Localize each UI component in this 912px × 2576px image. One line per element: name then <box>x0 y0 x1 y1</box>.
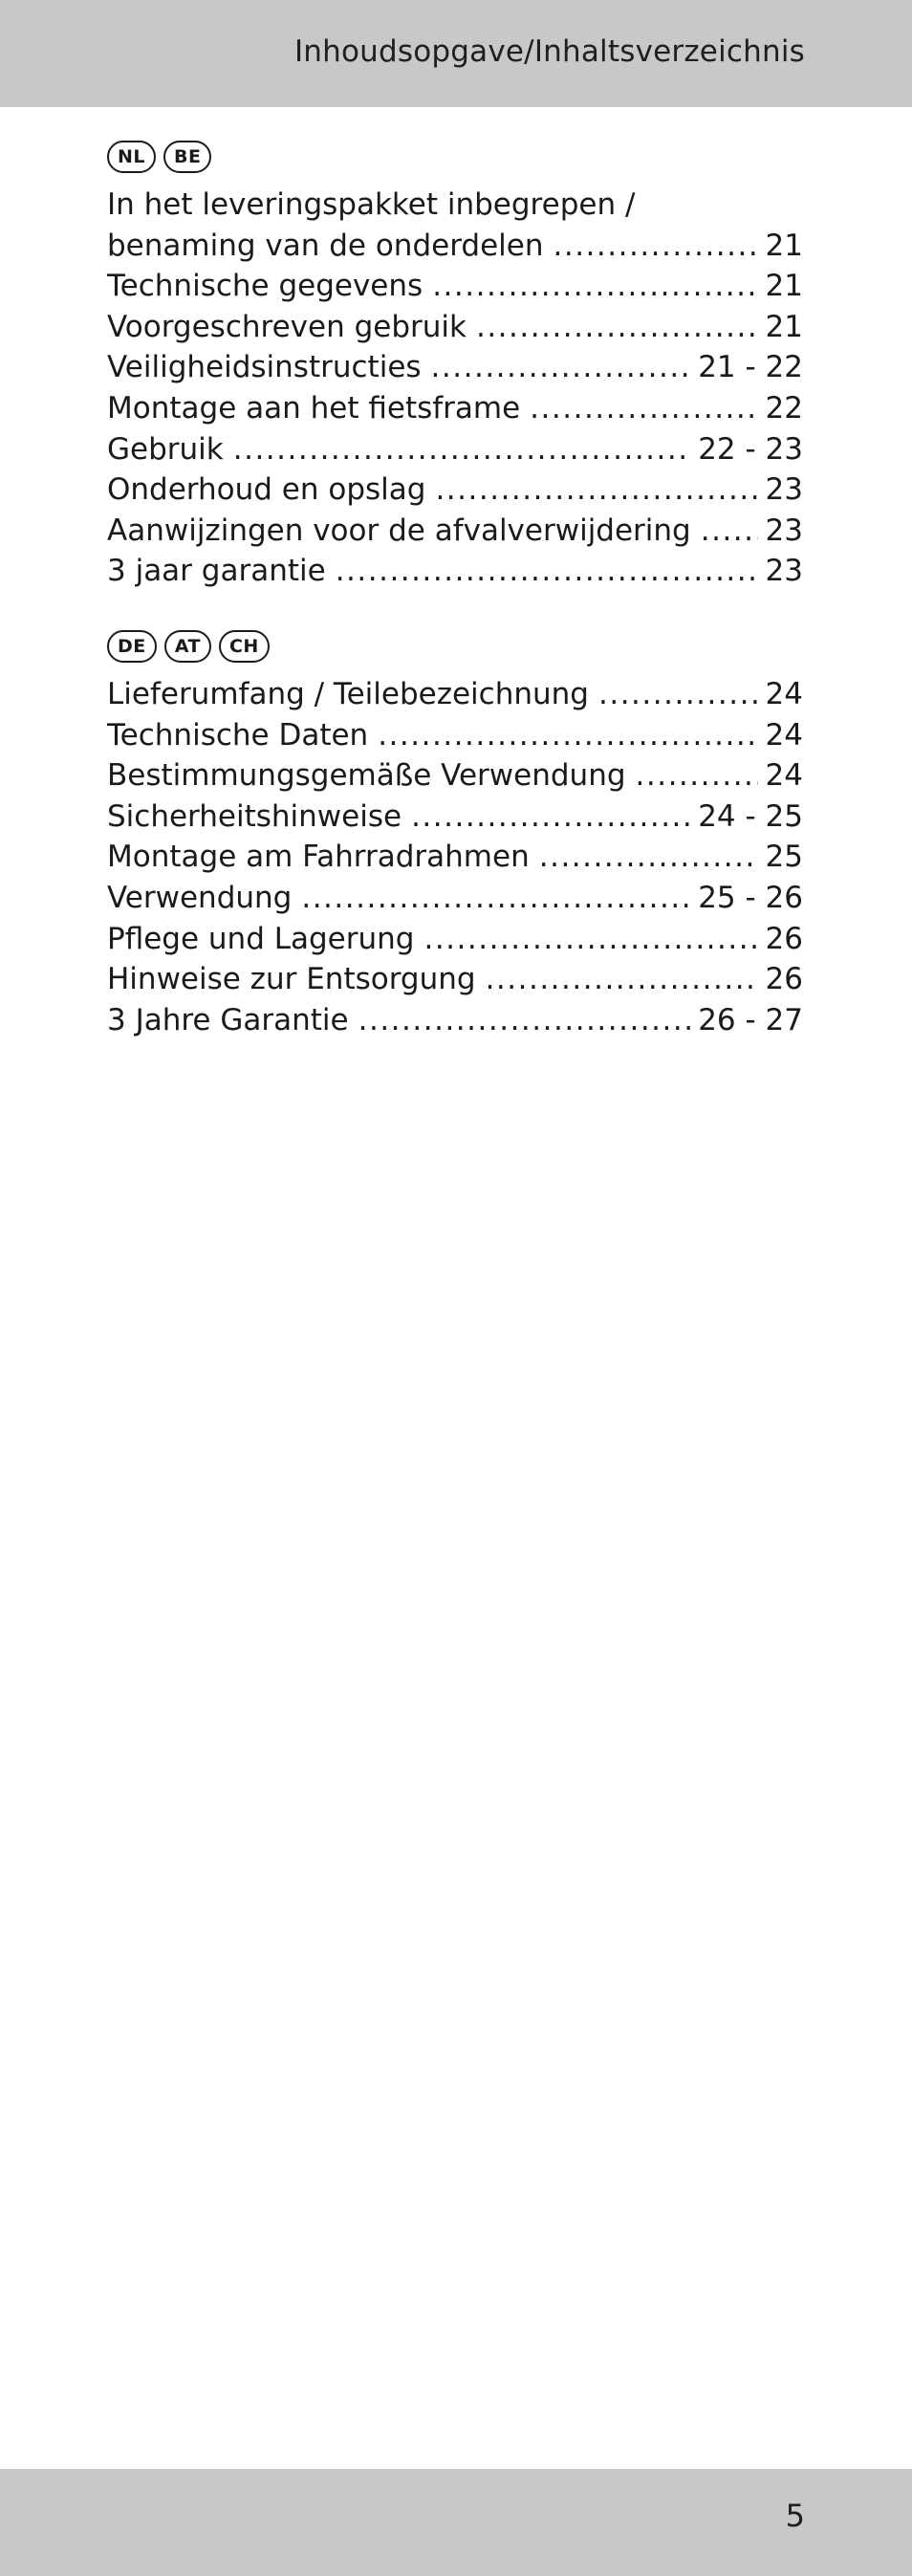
toc-leader-dots <box>233 429 690 470</box>
toc-entry-page: 23 <box>765 513 803 548</box>
page-footer <box>0 2469 912 2576</box>
country-badge-de: DE <box>107 630 157 663</box>
toc-entry[interactable] <box>107 1000 803 1041</box>
toc-entry[interactable] <box>107 837 803 878</box>
toc-leader-dots <box>431 347 691 388</box>
toc-entry-label: Gebruik <box>107 431 224 467</box>
toc-entry[interactable] <box>107 347 803 388</box>
toc-entry[interactable] <box>107 959 803 1000</box>
toc-entry-page: 26 <box>765 921 803 956</box>
toc-leader-dots <box>423 919 757 960</box>
toc-entry-label: Technische Daten <box>107 717 369 753</box>
toc-entry-label: Voorgeschreven gebruik <box>107 309 467 344</box>
toc-leader-dots <box>553 226 757 267</box>
country-badge-be: BE <box>163 141 211 173</box>
toc-entry-label: Bestimmungsgemäße Verwendung <box>107 758 626 794</box>
toc-leader-dots <box>476 307 758 348</box>
toc-entry-label: Montage am Fahrradrahmen <box>107 840 530 875</box>
toc-entry[interactable] <box>107 469 803 511</box>
country-badges-de <box>107 628 803 665</box>
toc-leader-dots <box>598 674 758 715</box>
toc-entry-label: Montage aan het fietsframe <box>107 390 521 426</box>
toc-leader-dots <box>301 878 690 919</box>
toc-entry[interactable] <box>107 919 803 960</box>
toc-leader-dots <box>530 388 757 429</box>
toc-entry[interactable] <box>107 551 803 592</box>
toc-leader-dots <box>539 837 758 878</box>
toc-entry-label: Veiligheidsinstructies <box>107 350 422 385</box>
toc-entry-label: Verwendung <box>107 880 293 915</box>
page-title: Inhoudsopgave/Inhaltsverzeichnis <box>293 34 805 69</box>
toc-entry-label: benaming van de onderdelen <box>107 228 544 263</box>
toc-entry[interactable] <box>107 797 803 838</box>
country-badge-ch: CH <box>219 630 270 663</box>
toc-section-de <box>107 628 803 1040</box>
toc-entry-page: 23 <box>765 472 803 508</box>
toc-entry-page: 24 <box>765 758 803 794</box>
toc-entry-page: 25 - 26 <box>698 880 803 915</box>
toc-leader-dots <box>435 469 757 511</box>
toc-entry-page: 22 <box>765 390 803 426</box>
toc-leader-dots <box>486 959 758 1000</box>
toc-entry[interactable] <box>107 511 803 552</box>
toc-section-nl <box>107 139 803 592</box>
toc-entry-page: 21 <box>765 228 803 263</box>
toc-entry-page: 21 - 22 <box>698 350 803 385</box>
toc-entry[interactable] <box>107 674 803 715</box>
toc-entry-label: Lieferumfang / Teilebezeichnung <box>107 677 589 711</box>
toc-leader-dots <box>411 797 690 838</box>
toc-entry[interactable] <box>107 878 803 919</box>
toc-entry-heading-line: In het leveringspakket inbegrepen / <box>107 187 636 222</box>
toc-entry-page: 26 - 27 <box>698 1002 803 1037</box>
country-badge-nl: NL <box>107 141 156 173</box>
toc-entry-page: 21 <box>765 269 803 304</box>
toc-entry-label: Hinweise zur Entsorgung <box>107 962 476 997</box>
toc-entry[interactable] <box>107 266 803 307</box>
toc-entry-label: Aanwijzingen voor de afvalverwijdering <box>107 513 691 548</box>
toc-leader-dots <box>358 1000 691 1041</box>
toc-entry-page: 24 <box>765 677 803 711</box>
toc-entry-page: 24 - 25 <box>698 798 803 834</box>
toc-entry[interactable] <box>107 755 803 797</box>
country-badges-nl <box>107 139 803 175</box>
toc-entry-label: Sicherheitshinweise <box>107 798 402 834</box>
toc-leader-dots <box>378 715 757 756</box>
toc-entry-page: 23 <box>765 554 803 589</box>
toc-entry-label: Technische gegevens <box>107 269 423 304</box>
toc-leader-dots <box>432 266 757 307</box>
toc-entry[interactable] <box>107 226 803 267</box>
toc-entry-label: Onderhoud en opslag <box>107 472 426 508</box>
toc-entry[interactable] <box>107 715 803 756</box>
toc-entry-label: 3 jaar garantie <box>107 554 326 589</box>
toc-entry-label: Pflege und Lagerung <box>107 921 415 956</box>
page-header <box>0 0 912 107</box>
toc-entry[interactable] <box>107 388 803 429</box>
country-badge-at: AT <box>164 630 211 663</box>
toc-entry-page: 25 <box>765 840 803 875</box>
toc-leader-dots <box>336 551 758 592</box>
toc-entry[interactable] <box>107 429 803 470</box>
toc-entry-label: 3 Jahre Garantie <box>107 1002 349 1037</box>
toc-entry-page: 21 <box>765 309 803 344</box>
toc-entry-page: 26 <box>765 962 803 997</box>
toc-leader-dots <box>701 511 758 552</box>
toc-entry[interactable] <box>107 307 803 348</box>
toc-entry-page: 24 <box>765 717 803 753</box>
toc-leader-dots <box>636 755 758 797</box>
page-number: 5 <box>785 2498 805 2534</box>
toc-entry-page: 22 - 23 <box>698 431 803 467</box>
